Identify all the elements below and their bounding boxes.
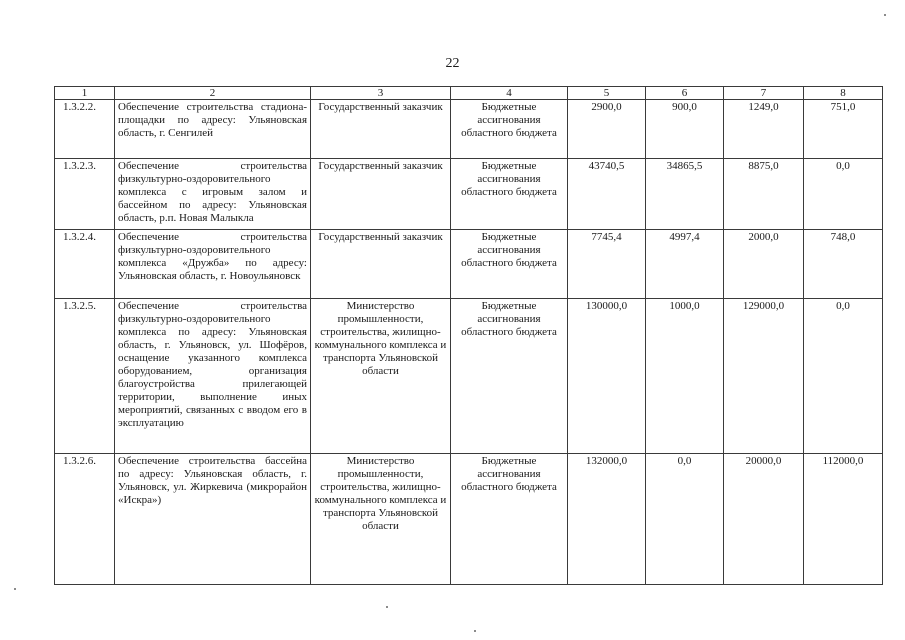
table-row (55, 159, 883, 230)
table-row (55, 299, 883, 454)
item-value-col7: 2000,0 (724, 230, 804, 299)
item-value-col5: 7745,4 (568, 230, 646, 299)
item-description: Обеспечение строительства физкультурно-оздоровительного комплекса по адресу: Ульяновская область, г. Ульяновск, ул. Шофёров, оснащение указанного комплекса оборудованием, организация благоустройства прилегающей территории, выполнение иных мероприятий, связанных с вводом его в эксплуатацию (115, 299, 311, 454)
item-value-col6: 0,0 (646, 454, 724, 585)
item-value-col6: 1000,0 (646, 299, 724, 454)
scan-speck (884, 14, 886, 16)
item-funding-source: Бюджетные ассигнования областного бюджета (451, 100, 568, 159)
item-value-col5: 2900,0 (568, 100, 646, 159)
item-executor: Государственный заказчик (311, 100, 451, 159)
item-description: Обеспечение строительства стадиона-площадки по адресу: Ульяновская область, г. Сенгилей (115, 100, 311, 159)
item-value-col8: 112000,0 (804, 454, 883, 585)
item-code: 1.3.2.4. (55, 230, 115, 299)
item-funding-source: Бюджетные ассигнования областного бюджета (451, 159, 568, 230)
column-header: 4 (451, 87, 568, 100)
item-description: Обеспечение строительства физкультурно-оздоровительного комплекса «Дружба» по адресу: Ульяновская область, г. Новоульяновск (115, 230, 311, 299)
item-value-col8: 748,0 (804, 230, 883, 299)
item-funding-source: Бюджетные ассигнования областного бюджета (451, 230, 568, 299)
item-value-col7: 8875,0 (724, 159, 804, 230)
item-value-col7: 129000,0 (724, 299, 804, 454)
item-value-col5: 43740,5 (568, 159, 646, 230)
scan-speck (474, 630, 476, 632)
item-executor: Государственный заказчик (311, 230, 451, 299)
item-executor: Министерство промышленности, строительства, жилищно-коммунального комплекса и транспорта Ульяновской области (311, 299, 451, 454)
item-funding-source: Бюджетные ассигнования областного бюджета (451, 454, 568, 585)
item-value-col7: 1249,0 (724, 100, 804, 159)
item-value-col5: 130000,0 (568, 299, 646, 454)
item-code: 1.3.2.2. (55, 100, 115, 159)
item-value-col8: 751,0 (804, 100, 883, 159)
item-code: 1.3.2.3. (55, 159, 115, 230)
item-value-col7: 20000,0 (724, 454, 804, 585)
item-description: Обеспечение строительства бассейна по адресу: Ульяновская область, г. Ульяновск, ул. Жиркевича (микрорайон «Искра») (115, 454, 311, 585)
column-header: 8 (804, 87, 883, 100)
column-header: 7 (724, 87, 804, 100)
item-value-col6: 900,0 (646, 100, 724, 159)
item-value-col6: 34865,5 (646, 159, 724, 230)
column-header: 2 (115, 87, 311, 100)
page-number: 22 (445, 56, 460, 71)
table-row (55, 230, 883, 299)
scan-speck (386, 606, 388, 608)
item-executor: Государственный заказчик (311, 159, 451, 230)
item-funding-source: Бюджетные ассигнования областного бюджета (451, 299, 568, 454)
header-row (55, 87, 883, 100)
column-header: 1 (55, 87, 115, 100)
item-value-col6: 4997,4 (646, 230, 724, 299)
table-row (55, 100, 883, 159)
column-header: 3 (311, 87, 451, 100)
item-value-col5: 132000,0 (568, 454, 646, 585)
scan-speck (14, 588, 16, 590)
item-value-col8: 0,0 (804, 299, 883, 454)
item-code: 1.3.2.5. (55, 299, 115, 454)
item-code: 1.3.2.6. (55, 454, 115, 585)
item-description: Обеспечение строительства физкультурно-оздоровительного комплекса с игровым залом и бассейном по адресу: Ульяновская область, р.п. Новая Малыкла (115, 159, 311, 230)
column-header: 5 (568, 87, 646, 100)
column-header: 6 (646, 87, 724, 100)
table-row (55, 454, 883, 585)
item-executor: Министерство промышленности, строительства, жилищно-коммунального комплекса и транспорта Ульяновской области (311, 454, 451, 585)
item-value-col8: 0,0 (804, 159, 883, 230)
program-table (54, 86, 883, 585)
